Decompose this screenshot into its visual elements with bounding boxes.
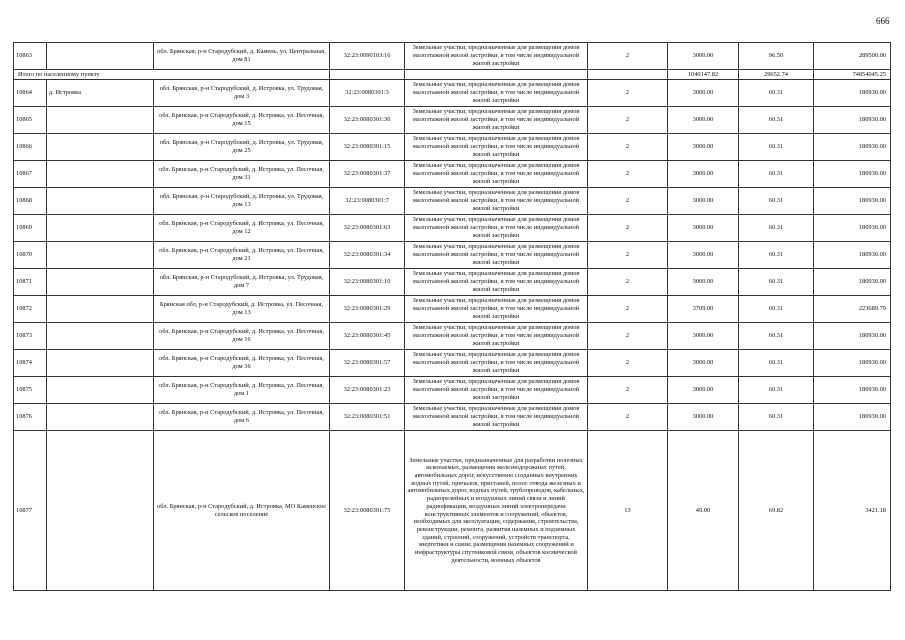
row-id: 10863 — [14, 43, 47, 70]
table-row — [14, 43, 891, 70]
use-code: 2 — [588, 404, 668, 431]
land-use-cell: Земельные участки, предназначенные для размещения домов малоэтажной жилой застройки, в том числе индивидуальной жилой застройки — [405, 323, 588, 350]
locality-cell — [47, 242, 154, 269]
area-value: 3000.00 — [668, 350, 739, 377]
area-value: 3000.00 — [668, 404, 739, 431]
locality-cell — [47, 107, 154, 134]
row-id: 10869 — [14, 215, 47, 242]
row-id: 10876 — [14, 404, 47, 431]
address-cell: обл. Брянская, р-н Стародубский, д. Истровка, ул. Песочная, дом 21 — [154, 242, 330, 269]
cadastral-value: 180930.00 — [814, 269, 891, 296]
land-use-cell: Земельные участки, предназначенные для размещения домов малоэтажной жилой застройки, в том числе индивидуальной жилой застройки — [405, 107, 588, 134]
land-use-cell: Земельные участки, предназначенные для размещения домов малоэтажной жилой застройки, в том числе индивидуальной жилой застройки — [405, 269, 588, 296]
cadastral-value: 180930.00 — [814, 134, 891, 161]
locality-cell — [47, 431, 154, 591]
rate-value: 60.31 — [739, 161, 814, 188]
cadastral-number: 32:23:0080301:34 — [330, 242, 405, 269]
cadastral-value: 180930.00 — [814, 323, 891, 350]
locality-cell — [47, 43, 154, 70]
cadastral-number: 32:23:0080301:45 — [330, 323, 405, 350]
cadastral-number: 32:23:0080301:23 — [330, 377, 405, 404]
cadastral-value: 223689.79 — [814, 296, 891, 323]
cadastral-value: 3421.18 — [814, 431, 891, 591]
cadastral-value: 180930.00 — [814, 161, 891, 188]
table-row — [14, 377, 891, 404]
use-code: 2 — [588, 107, 668, 134]
use-code: 2 — [588, 43, 668, 70]
locality-cell — [47, 269, 154, 296]
cadastral-number: 32:23:0080301:29 — [330, 296, 405, 323]
land-use-cell: Земельные участки, предназначенные для размещения домов малоэтажной жилой застройки, в том числе индивидуальной жилой застройки — [405, 134, 588, 161]
table-row — [14, 80, 891, 107]
table-row — [14, 242, 891, 269]
total-empty-code — [588, 70, 668, 80]
row-id: 10870 — [14, 242, 47, 269]
use-code: 2 — [588, 188, 668, 215]
address-cell: Брянская обл, р-н Стародубский, д. Истровка, ул. Песочная, дом 13 — [154, 296, 330, 323]
table-row — [14, 161, 891, 188]
total-area: 1040147.82 — [668, 70, 739, 80]
cadastral-value: 180930.00 — [814, 107, 891, 134]
cadastral-value: 180930.00 — [814, 215, 891, 242]
row-id: 10865 — [14, 107, 47, 134]
address-cell: обл. Брянская, р-н Стародубский, д. Истровка, ул. Песочная, дом 6 — [154, 404, 330, 431]
total-row — [14, 70, 891, 80]
total-rate: 29652.74 — [739, 70, 814, 80]
land-use-cell: Земельные участки, предназначенные для размещения домов малоэтажной жилой застройки, в том числе индивидуальной жилой застройки — [405, 80, 588, 107]
table-row — [14, 404, 891, 431]
table-row — [14, 188, 891, 215]
land-use-cell: Земельные участки, предназначенные для размещения домов малоэтажной жилой застройки, в том числе индивидуальной жилой застройки — [405, 404, 588, 431]
row-id: 10875 — [14, 377, 47, 404]
use-code: 2 — [588, 323, 668, 350]
cadastral-number: 32:23:0080301:10 — [330, 269, 405, 296]
address-cell: обл. Брянская, р-н Стародубский, д. Истровка, ул. Песочная, дом 36 — [154, 350, 330, 377]
address-cell: обл. Брянская, р-н Стародубский, д. Истровка, ул. Трудовая, дом 25 — [154, 134, 330, 161]
cadastral-value: 180930.00 — [814, 80, 891, 107]
rate-value: 60.31 — [739, 296, 814, 323]
row-id: 10871 — [14, 269, 47, 296]
cadastral-number: 32:23:0080301:7 — [330, 188, 405, 215]
locality-cell — [47, 404, 154, 431]
use-code: 2 — [588, 161, 668, 188]
land-use-cell: Земельные участки, предназначенные для размещения домов малоэтажной жилой застройки, в том числе индивидуальной жилой застройки — [405, 377, 588, 404]
locality-cell — [47, 296, 154, 323]
rate-value: 60.31 — [739, 188, 814, 215]
use-code: 2 — [588, 80, 668, 107]
table-row — [14, 215, 891, 242]
land-use-cell: Земельные участки, предназначенные для разработки полезных ископаемых, размещения железнодорожных путей, автомобильных дорог, искусственно созданных внутренних водных путей, причалов, пристаней, полос отвода железных и автомобильных дорог, водных путей, трубопроводов, кабельных, радиорелейных и воздушных линий связи и линий радиофикации, воздушных линий электропередачи конструктивных элементов и сооружений, объектов, необходимых для эксплуатации, содержания, строительства, реконструкции, ремонта, развития наземных и подземных зданий, строений, сооружений, устройств транспорта, энергетики и связи; размещения наземных сооружений и инфраструктуры спутниковой связи, объектов космической деятельности, военных объектов — [405, 431, 588, 591]
locality-cell — [47, 161, 154, 188]
rate-value: 69.82 — [739, 431, 814, 591]
locality-cell — [47, 188, 154, 215]
address-cell: обл. Брянская, р-н Стародубский, д. Истровка, ул. Трудовая, дом 7 — [154, 269, 330, 296]
use-code: 2 — [588, 134, 668, 161]
rate-value: 60.31 — [739, 323, 814, 350]
area-value: 3000.00 — [668, 215, 739, 242]
use-code: 2 — [588, 215, 668, 242]
table-row — [14, 107, 891, 134]
locality-cell — [47, 134, 154, 161]
area-value: 3000.00 — [668, 188, 739, 215]
area-value: 3000.00 — [668, 377, 739, 404]
land-use-cell: Земельные участки, предназначенные для размещения домов малоэтажной жилой застройки, в том числе индивидуальной жилой застройки — [405, 350, 588, 377]
cadastral-value: 180930.00 — [814, 188, 891, 215]
row-id: 10872 — [14, 296, 47, 323]
cadastral-value: 180930.00 — [814, 377, 891, 404]
rate-value: 60.31 — [739, 80, 814, 107]
area-value: 3000.00 — [668, 269, 739, 296]
locality-cell — [47, 323, 154, 350]
land-use-cell: Земельные участки, предназначенные для размещения домов малоэтажной жилой застройки, в том числе индивидуальной жилой застройки — [405, 242, 588, 269]
address-cell: обл. Брянская, р-н Стародубский, д. Истровка, ул. Песочная, дом 1 — [154, 377, 330, 404]
area-value: 3709.00 — [668, 296, 739, 323]
table-row — [14, 269, 891, 296]
cadastral-value: 180930.00 — [814, 350, 891, 377]
cadastral-number: 32:23:0080301:30 — [330, 107, 405, 134]
address-cell: обл. Брянская, р-н Стародубский, д. Истровка, ул. Трудовая, дом 3 — [154, 80, 330, 107]
total-empty-use — [405, 70, 588, 80]
cadastral-number: 32:23:0090103:16 — [330, 43, 405, 70]
table-row — [14, 350, 891, 377]
row-id: 10874 — [14, 350, 47, 377]
row-id: 10867 — [14, 161, 47, 188]
address-cell: обл. Брянская, р-н Стародубский, д. Истровка, МО Каменское сельское поселение — [154, 431, 330, 591]
use-code: 2 — [588, 350, 668, 377]
table-row — [14, 296, 891, 323]
area-value: 3000.00 — [668, 80, 739, 107]
area-value: 3000.00 — [668, 242, 739, 269]
area-value: 3000.00 — [668, 323, 739, 350]
locality-cell — [47, 377, 154, 404]
rate-value: 60.31 — [739, 269, 814, 296]
rate-value: 60.31 — [739, 134, 814, 161]
use-code: 2 — [588, 269, 668, 296]
land-use-cell: Земельные участки, предназначенные для размещения домов малоэтажной жилой застройки, в том числе индивидуальной жилой застройки — [405, 161, 588, 188]
cadastral-number: 32:23:0080301:75 — [330, 431, 405, 591]
land-use-cell: Земельные участки, предназначенные для размещения домов малоэтажной жилой застройки, в том числе индивидуальной жилой застройки — [405, 43, 588, 70]
cadastral-number: 32:23:0080301:15 — [330, 134, 405, 161]
row-id: 10873 — [14, 323, 47, 350]
table-row — [14, 431, 891, 591]
use-code: 13 — [588, 431, 668, 591]
row-id: 10868 — [14, 188, 47, 215]
row-id: 10877 — [14, 431, 47, 591]
land-use-cell: Земельные участки, предназначенные для размещения домов малоэтажной жилой застройки, в том числе индивидуальной жилой застройки — [405, 215, 588, 242]
table-row — [14, 134, 891, 161]
area-value: 3000.00 — [668, 134, 739, 161]
rate-value: 60.31 — [739, 404, 814, 431]
rate-value: 96.50 — [739, 43, 814, 70]
row-id: 10864 — [14, 80, 47, 107]
page-number: 666 — [876, 16, 890, 26]
rate-value: 60.31 — [739, 350, 814, 377]
table-row — [14, 323, 891, 350]
rate-value: 60.31 — [739, 242, 814, 269]
rate-value: 60.31 — [739, 215, 814, 242]
address-cell: обл. Брянская, р-н Стародубский, д. Истровка, ул. Трудовая, дом 13 — [154, 188, 330, 215]
locality-cell — [47, 215, 154, 242]
locality-cell — [47, 350, 154, 377]
address-cell: обл. Брянская, р-н Стародубский, д. Истровка, ул. Песочная, дом 15 — [154, 107, 330, 134]
cadastral-number: 32:23:0080301:57 — [330, 350, 405, 377]
area-value: 3000.00 — [668, 107, 739, 134]
area-value: 49.00 — [668, 431, 739, 591]
rate-value: 60.31 — [739, 377, 814, 404]
cadastral-value: 289500.00 — [814, 43, 891, 70]
address-cell: обл. Брянская, р-н Стародубский, д. Истровка, ул. Песочная, дом 31 — [154, 161, 330, 188]
row-id: 10866 — [14, 134, 47, 161]
cadastral-number: 32:23:0080301:37 — [330, 161, 405, 188]
cadastral-value: 180930.00 — [814, 242, 891, 269]
cadastral-number: 32:23:0080301:3 — [330, 80, 405, 107]
land-use-cell: Земельные участки, предназначенные для размещения домов малоэтажной жилой застройки, в том числе индивидуальной жилой застройки — [405, 296, 588, 323]
use-code: 2 — [588, 242, 668, 269]
cadastral-number: 32:23:0080301:63 — [330, 215, 405, 242]
total-empty-cadastral — [330, 70, 405, 80]
cadastral-value: 180930.00 — [814, 404, 891, 431]
total-value: 74854045.25 — [814, 70, 891, 80]
registry-table — [13, 42, 891, 591]
address-cell: обл. Брянская, р-н Стародубский, д. Камень, ул. Центральная, дом 81 — [154, 43, 330, 70]
rate-value: 60.31 — [739, 107, 814, 134]
use-code: 2 — [588, 377, 668, 404]
cadastral-number: 32:23:0080301:51 — [330, 404, 405, 431]
area-value: 3000.00 — [668, 43, 739, 70]
address-cell: обл. Брянская, р-н Стародубский, д. Истровка, ул. Песочная, дом 16 — [154, 323, 330, 350]
locality-cell: д. Истровка — [47, 80, 154, 107]
land-use-cell: Земельные участки, предназначенные для размещения домов малоэтажной жилой застройки, в том числе индивидуальной жилой застройки — [405, 188, 588, 215]
use-code: 2 — [588, 296, 668, 323]
total-label: Итого по населенному пункту — [14, 70, 330, 80]
address-cell: обл. Брянская, р-н Стародубский, д. Истровка, ул. Песочная, дом 12 — [154, 215, 330, 242]
area-value: 3000.00 — [668, 161, 739, 188]
